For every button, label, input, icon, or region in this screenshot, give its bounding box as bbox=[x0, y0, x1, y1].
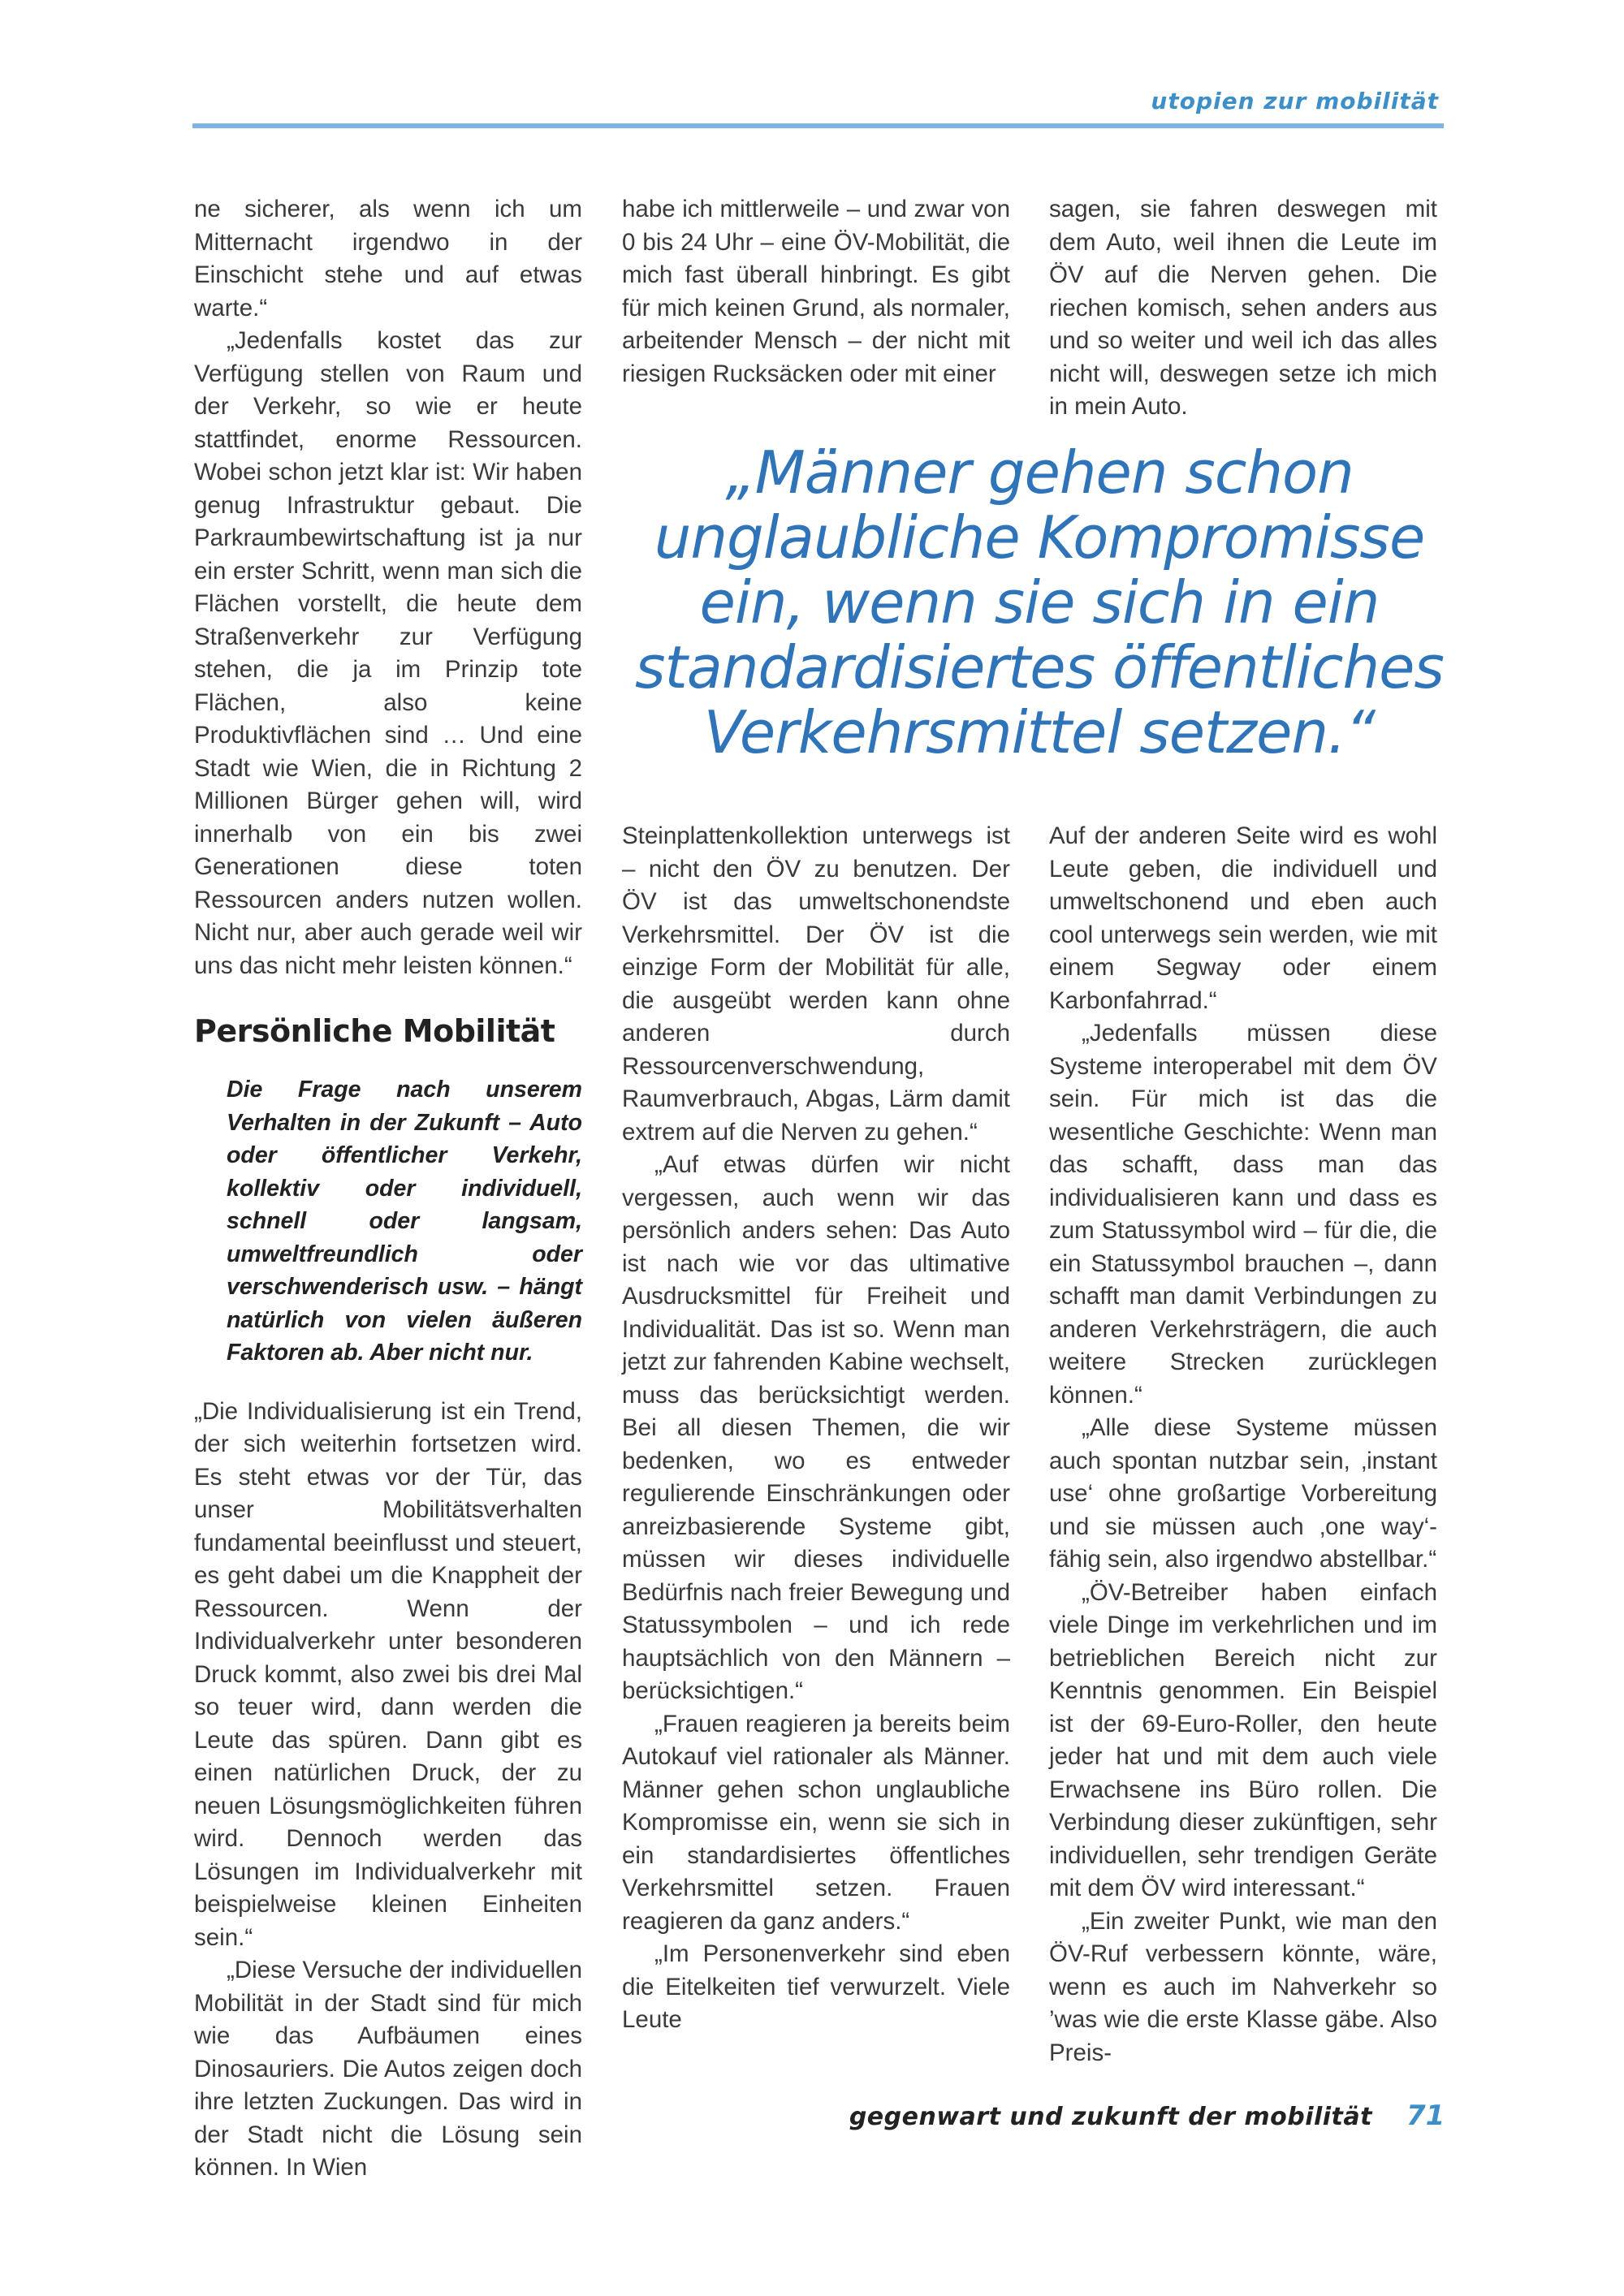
running-header: utopien zur mobilität bbox=[1151, 88, 1439, 114]
paragraph: habe ich mittlerweile – und zwar von 0 bis 24 Uhr – eine ÖV-Mobilität, die mich fast überall hinbringt. Es gibt für mich keinen Grund, als normaler, arbeitender Mensch – der nicht mit riesigen Rucksäcken oder mit einer bbox=[622, 196, 1010, 387]
intro-paragraph: Die Frage nach unserem Verhalten in der Zukunft – Auto oder öffentlicher Verkehr, kollektiv oder individuell, schnell oder langsam, umweltfreundlich oder verschwenderisch usw. – hängt natürlich von vielen äußeren Faktoren ab. Aber nicht nur. bbox=[227, 1077, 582, 1366]
paragraph: „Frauen reagieren ja bereits beim Autokauf viel rationaler als Männer. Männer gehen schon unglaubliche Kompromisse ein, wenn sie sich in ein standardisiertes öffentliches Verkehrsmittel setzen. Frauen reagieren da ganz anders.“ bbox=[622, 1710, 1010, 1935]
paragraph: „Jedenfalls müssen diese Systeme interoperabel mit dem ÖV sein. Für mich ist das die wesentliche Geschichte: Wenn man das schafft, dass man das individualisieren kann und dass es zum Statussymbol wird – für die, die ein Statussymbol brauchen –, dann schafft man damit Verbindungen zu anderen Verkehrsträgern, die auch weitere Strecken zurücklegen können.“ bbox=[1049, 1020, 1437, 1409]
paragraph: „Auf etwas dürfen wir nicht vergessen, auch wenn wir das persönlich anders sehen: Das Auto ist nach wie vor das ultimative Ausdrucksmittel für Freiheit und Individualität. Das ist so. Wenn man jetzt zur fahrenden Kabine wechselt, muss das berücksichtigt werden. Bei all diesen Themen, die wir bedenken, wo es entweder regulierende Einschränkungen oder anreizbasierende Systeme gibt, müssen wir dieses individuelle Bedürfnis nach freier Bewegung und Statussymbolen – und ich rede hauptsächlich von den Männern – berücksichtigen.“ bbox=[622, 1151, 1010, 1704]
text-column-3-bottom bbox=[1049, 820, 1437, 2069]
pull-quote: „Männer gehen schon unglaubliche Kompromisse ein, wenn sie sich in ein standardisiertes öffentliches Verkehrsmittel setzen.“ bbox=[635, 438, 1444, 766]
section-heading: Persönliche Mobilität bbox=[194, 1013, 555, 1049]
paragraph: Steinplattenkollektion unterwegs ist – nicht den ÖV zu benutzen. Der ÖV ist das umweltschonendste Verkehrsmittel. Der ÖV ist die einzige Form der Mobilität für alle, die ausgeübt werden kann ohne anderen durch Ressourcenverschwendung, Raumverbrauch, Abgas, Lärm damit extrem auf die Nerven zu gehen.“ bbox=[622, 822, 1010, 1146]
text-column-2-top bbox=[622, 193, 1010, 391]
paragraph: sagen, sie fahren deswegen mit dem Auto, weil ihnen die Leute im ÖV auf die Nerven gehen. Die riechen komisch, sehen anders aus und so weiter und weil ich das alles nicht will, deswegen setze ich mich in mein Auto. bbox=[1049, 196, 1437, 420]
paragraph: Auf der anderen Seite wird es wohl Leute geben, die individuell und umweltschonend und eben auch cool unterwegs sein werden, wie mit einem Segway oder einem Karbonfahrrad.“ bbox=[1049, 822, 1437, 1014]
paragraph: „Die Individualisierung ist ein Trend, der sich weiterhin fortsetzen wird. Es steht etwas vor der Tür, das unser Mobilitätsverhalten fundamental beeinflusst und steuert, es geht dabei um die Knappheit der Ressourcen. Wenn der Individualverkehr unter besonderen Druck kommt, also zwei bis drei Mal so teuer wird, dann werden die Leute das spüren. Dann gibt es einen natürlichen Druck, der zu neuen Lösungsmöglichkeiten führen wird. Dennoch werden das Lösungen im Individualverkehr mit beispielweise kleinen Einheiten sein.“ bbox=[194, 1397, 582, 1951]
paragraph: „Jedenfalls kostet das zur Verfügung stellen von Raum und der Verkehr, so wie er heute stattfindet, enorme Ressourcen. Wobei schon jetzt klar ist: Wir haben genug Infrastruktur gebaut. Die Parkraumbewirtschaftung ist ja nur ein erster Schritt, wenn man sich die Flächen vorstellt, die heute dem Straßenverkehr zur Verfügung stehen, die ja im Prinzip tote Flächen, also keine Produktivflächen sind … Und eine Stadt wie Wien, die in Richtung 2 Millionen Bürger gehen will, wird innerhalb von ein bis zwei Generationen diese toten Ressourcen anders nutzen wollen. Nicht nur, aber auch gerade weil wir uns das nicht mehr leisten können.“ bbox=[194, 327, 582, 979]
paragraph: „ÖV-Betreiber haben einfach viele Dinge im verkehrlichen und im betrieblichen Bereich nicht zur Kenntnis genommen. Ein Beispiel ist der 69-Euro-Roller, den heute jeder hat und mit dem auch viele Erwachsene ins Büro rollen. Die Verbindung dieser zukünftigen, sehr individuellen, sehr trendigen Geräte mit dem ÖV wird interessant.“ bbox=[1049, 1578, 1437, 1901]
text-column-2-bottom bbox=[622, 820, 1010, 2037]
paragraph: ne sicherer, als wenn ich um Mitternacht irgendwo in der Einschicht stehe und auf etwas warte.“ bbox=[194, 196, 582, 322]
paragraph: „Im Personenverkehr sind eben die Eitelkeiten tief verwurzelt. Viele Leute bbox=[622, 1940, 1010, 2033]
running-footer: gegenwart und zukunft der mobilität bbox=[849, 2103, 1372, 2131]
paragraph: „Alle diese Systeme müssen auch spontan nutzbar sein, ‚instant use‘ ohne großartige Vorbereitung und sie müssen auch ‚one way‘-fähig sein, also irgendwo abstellbar.“ bbox=[1049, 1414, 1437, 1573]
paragraph: „Ein zweiter Punkt, wie man den ÖV-Ruf verbessern könnte, wäre, wenn es auch im Nahverkehr so ’was wie die erste Klasse gäbe. Also Preis- bbox=[1049, 1907, 1437, 2066]
text-column-1 bbox=[194, 193, 582, 2185]
paragraph: „Diese Versuche der individuellen Mobilität in der Stadt sind für mich wie das Aufbäumen eines Dinosauriers. Die Autos zeigen doch ihre letzten Zuckungen. Das wird in der Stadt nicht die Lösung sein können. In Wien bbox=[194, 1957, 582, 2181]
page-number: 71 bbox=[1406, 2100, 1445, 2132]
header-rule bbox=[192, 123, 1444, 128]
text-column-3-top bbox=[1049, 193, 1437, 424]
